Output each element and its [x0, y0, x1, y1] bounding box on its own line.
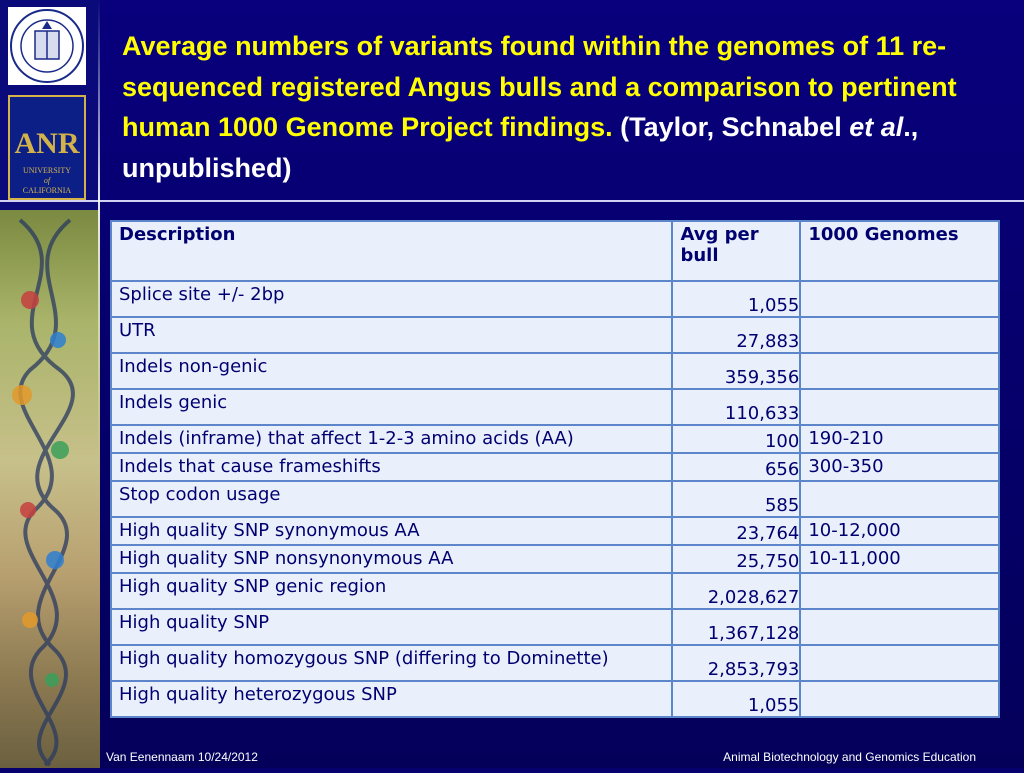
cell-human [800, 389, 999, 425]
cell-description: Indels genic [111, 389, 672, 425]
table-row [111, 517, 999, 545]
decorative-horizontal-line [0, 200, 1024, 202]
table-row [111, 281, 999, 317]
svg-text:of: of [43, 176, 51, 185]
cell-description: Stop codon usage [111, 481, 672, 517]
cell-avg: 100 [672, 425, 800, 453]
citation-prefix: (Taylor, Schnabel [612, 112, 850, 142]
cell-description: Splice site +/- 2bp [111, 281, 672, 317]
svg-text:UNIVERSITY: UNIVERSITY [23, 166, 71, 175]
cell-avg: 1,055 [672, 281, 800, 317]
cell-description: High quality SNP [111, 609, 672, 645]
cell-human [800, 609, 999, 645]
table-row [111, 481, 999, 517]
citation-suffix: ., unpublished) [122, 112, 919, 183]
anr-logo [8, 95, 86, 200]
table-row [111, 681, 999, 717]
cell-avg: 656 [672, 453, 800, 481]
cell-avg: 2,028,627 [672, 573, 800, 609]
cell-avg: 2,853,793 [672, 645, 800, 681]
table-row [111, 353, 999, 389]
cell-description: High quality SNP genic region [111, 573, 672, 609]
cell-avg: 585 [672, 481, 800, 517]
table-row [111, 453, 999, 481]
svg-text:CALIFORNIA: CALIFORNIA [22, 186, 72, 195]
dna-helix-image [0, 210, 100, 768]
cell-description: High quality SNP synonymous AA [111, 517, 672, 545]
left-decorative-strip [0, 0, 100, 768]
table-row [111, 425, 999, 453]
variants-table [110, 220, 1000, 718]
university-seal-logo [8, 7, 86, 85]
footer-author-date: Van Eenennaam 10/24/2012 [106, 750, 258, 764]
header-1000-genomes: 1000 Genomes [800, 221, 999, 281]
svg-text:ANR: ANR [14, 127, 80, 160]
cell-avg: 23,764 [672, 517, 800, 545]
cell-human [800, 281, 999, 317]
cell-avg: 1,055 [672, 681, 800, 717]
cell-avg: 1,367,128 [672, 609, 800, 645]
cell-human [800, 681, 999, 717]
cell-human: 10-11,000 [800, 545, 999, 573]
cell-human: 190-210 [800, 425, 999, 453]
cell-description: High quality SNP nonsynonymous AA [111, 545, 672, 573]
cell-human [800, 353, 999, 389]
cell-avg: 110,633 [672, 389, 800, 425]
header-description: Description [111, 221, 672, 281]
table-row [111, 389, 999, 425]
cell-avg: 359,356 [672, 353, 800, 389]
table-header-row [111, 221, 999, 281]
decorative-vertical-line [98, 0, 100, 768]
footer-course-name: Animal Biotechnology and Genomics Education [723, 750, 976, 764]
cell-description: Indels (inframe) that affect 1-2-3 amino acids (AA) [111, 425, 672, 453]
cell-human [800, 645, 999, 681]
cell-description: High quality heterozygous SNP [111, 681, 672, 717]
cell-human: 300-350 [800, 453, 999, 481]
table-row [111, 545, 999, 573]
citation-italic: et al [849, 112, 904, 142]
table-row [111, 645, 999, 681]
cell-avg: 25,750 [672, 545, 800, 573]
title-main: Average numbers of variants found within the genomes of 11 re-sequenced registered Angus bulls and a comparison to pertinent human 1000 Genome Project findings. [122, 31, 957, 142]
cell-human [800, 481, 999, 517]
cell-human [800, 317, 999, 353]
table-row [111, 573, 999, 609]
slide-title [122, 26, 1012, 188]
table-row [111, 317, 999, 353]
cell-description: Indels non-genic [111, 353, 672, 389]
cell-human: 10-12,000 [800, 517, 999, 545]
cell-description: Indels that cause frameshifts [111, 453, 672, 481]
cell-avg: 27,883 [672, 317, 800, 353]
header-avg-per-bull: Avg per bull [672, 221, 800, 281]
table-row [111, 609, 999, 645]
cell-description: UTR [111, 317, 672, 353]
cell-description: High quality homozygous SNP (differing to Dominette) [111, 645, 672, 681]
cell-human [800, 573, 999, 609]
